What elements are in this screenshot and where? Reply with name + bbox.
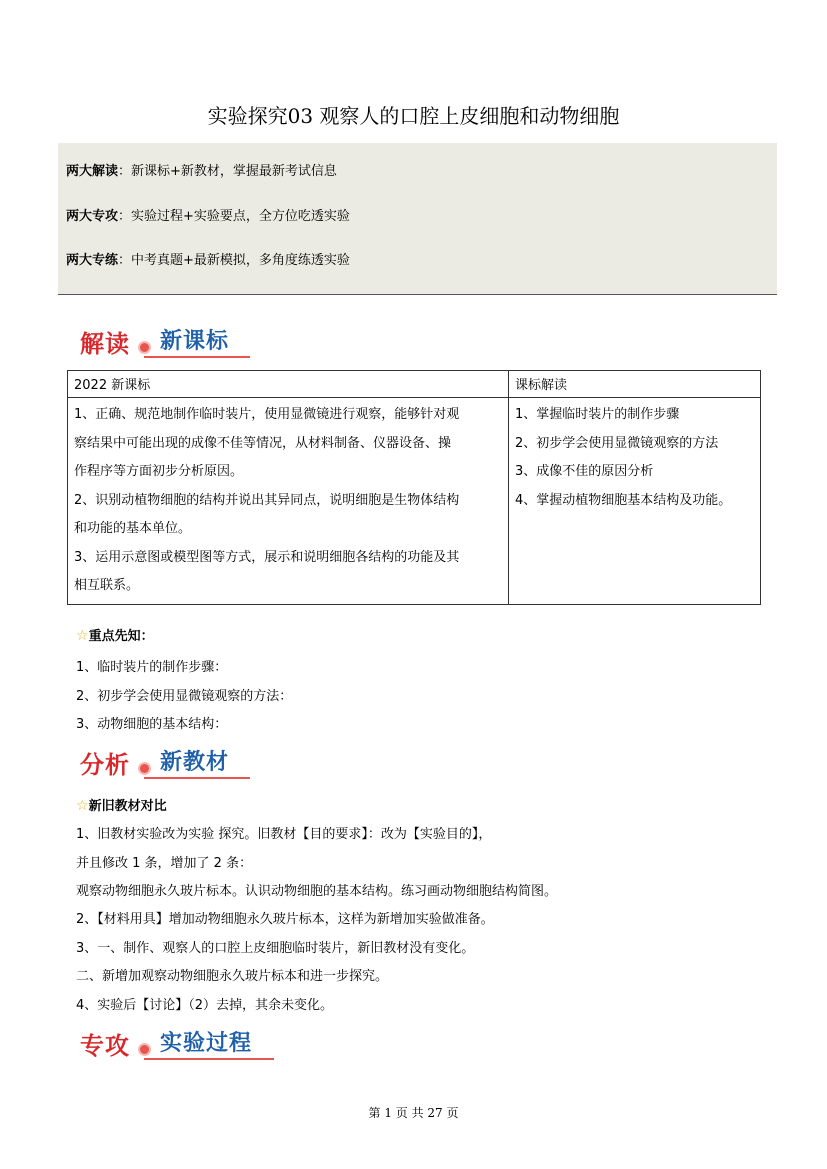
standard-line: 作程序等方面初步分析原因。: [74, 464, 244, 479]
comparison-heading: [76, 795, 167, 814]
intro-line-3: [66, 249, 350, 268]
banner-experiment-process: [80, 1026, 280, 1060]
banner-dot: [138, 341, 151, 354]
standard-cell: [68, 398, 509, 605]
standard-line: 1、正确、规范地制作临时装片，使用显微镜进行观察，能够针对观: [74, 407, 460, 422]
standard-line: 相互联系。: [74, 578, 140, 593]
standards-table: [67, 370, 761, 605]
interpretation-line: 4、掌握动植物细胞基本结构及功能。: [515, 492, 732, 508]
interpretation-line: 3、成像不佳的原因分析: [515, 464, 654, 479]
comparison-line: 二、新增加观察动物细胞永久玻片标本和进一步探究。: [76, 969, 389, 984]
banner-new-standard: [80, 324, 260, 358]
banner-left-text: 专攻: [80, 1032, 130, 1060]
key-point-item: 1、临时装片的制作步骤：: [76, 660, 228, 675]
banner-right-text: 新课标: [160, 329, 230, 354]
intro-text: ：新课标+新教材，掌握最新考试信息: [118, 164, 337, 179]
banner-right-text: 新教材: [160, 750, 230, 775]
banner-underline: [144, 1058, 274, 1060]
comparison-heading-text: 新旧教材对比: [88, 799, 167, 814]
page-title: 实验探究03 观察人的口腔上皮细胞和动物细胞: [207, 104, 620, 128]
star-icon: ☆: [76, 798, 89, 814]
banner-dot: [138, 762, 151, 775]
banner-dot: [138, 1043, 151, 1056]
intro-label: 两大专攻: [66, 209, 119, 224]
intro-line-2: [66, 205, 350, 224]
table-header-standard: 2022 新课标: [68, 371, 509, 398]
table-header-interpretation: 课标解读: [509, 371, 761, 398]
key-point-item: 3、动物细胞的基本结构：: [76, 717, 228, 732]
interpretation-cell: [509, 398, 761, 605]
banner-underline: [144, 356, 250, 358]
page-footer: 第 1 页 共 27 页: [368, 1106, 459, 1120]
banner-right-text: 实验过程: [160, 1031, 253, 1056]
comparison-line: 3、一、制作、观察人的口腔上皮细胞临时装片，新旧教材没有变化。: [76, 941, 475, 956]
comparison-line: 2、【材料用具】增加动物细胞永久玻片标本，这样为新增加实验做准备。: [76, 912, 494, 927]
intro-line-1: [66, 160, 337, 179]
standard-line: 3、运用示意图或模型图等方式，展示和说明细胞各结构的功能及其: [74, 549, 460, 565]
key-points-heading-text: 重点先知：: [88, 629, 154, 644]
standard-line: 2、识别动植物细胞的结构并说出其异同点，说明细胞是生物体结构: [74, 492, 460, 508]
key-point-item: 2、初步学会使用显微镜观察的方法：: [76, 689, 293, 704]
interpretation-line: 1、掌握临时装片的制作步骤: [515, 407, 680, 422]
intro-label: 两大解读: [66, 164, 119, 179]
banner-underline: [144, 777, 250, 779]
banner-new-textbook: [80, 745, 260, 779]
comparison-line: 4、实验后【讨论】（2）去掉，其余未变化。: [76, 998, 334, 1013]
comparison-line: 并且修改 1 条，增加了 2 条：: [76, 856, 253, 871]
intro-text: ：中考真题+最新模拟，多角度练透实验: [118, 253, 350, 268]
intro-box: [58, 143, 777, 295]
banner-left-text: 解读: [80, 330, 130, 358]
comparison-line: 观察动物细胞永久玻片标本。认识动物细胞的基本结构。练习画动物细胞结构简图。: [76, 884, 558, 899]
star-icon: ☆: [76, 628, 89, 644]
standard-line: 察结果中可能出现的成像不佳等情况，从材料制备、仪器设备、操: [74, 435, 452, 451]
banner-left-text: 分析: [80, 751, 130, 779]
key-points-heading: [76, 625, 154, 644]
intro-label: 两大专练: [66, 253, 119, 268]
interpretation-line: 2、初步学会使用显微镜观察的方法: [515, 435, 719, 451]
comparison-line: 1、旧教材实验改为实验 探究。旧教材【目的要求】：改为【实验目的】，: [76, 827, 492, 842]
standard-line: 和功能的基本单位。: [74, 521, 192, 536]
intro-text: ：实验过程+实验要点，全方位吃透实验: [118, 209, 350, 224]
